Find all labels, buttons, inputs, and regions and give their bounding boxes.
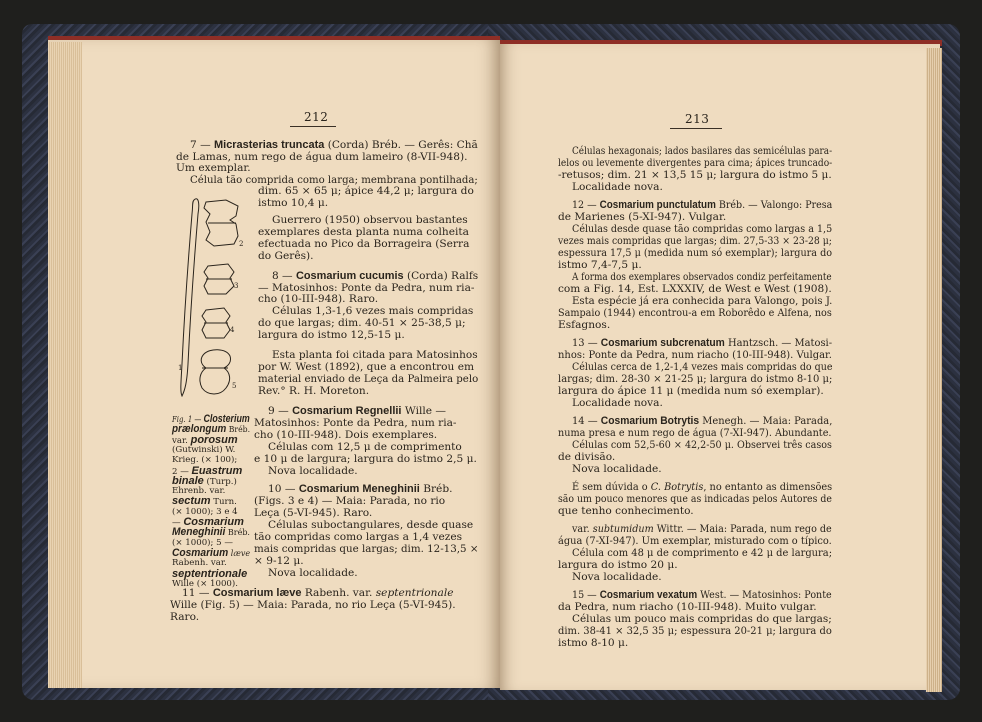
text-run: Nova localidade. [268, 567, 358, 579]
text-run: largura do istmo 12,5-15 μ. [258, 329, 405, 341]
text-run: do Gerês). [258, 250, 314, 262]
text-run: cho (10-III-948). Dois exemplares. [254, 429, 438, 441]
text-run: do que largas; dim. 40-51 × 25-38,5 μ; [258, 317, 466, 329]
text-run: West. — Matosinhos: Ponte [697, 589, 832, 601]
text-run: Bréb. [226, 425, 251, 436]
text-run: vezes mais compridas que largas; dim. 27,5-33 × 23-28 μ; [558, 235, 832, 247]
text-run: 15 — [572, 589, 600, 601]
left-line [258, 386, 369, 398]
text-run: istmo 7,4-7,5 μ. [558, 259, 642, 271]
right-line [572, 182, 663, 194]
text-run: Células suboctangulares, desde quase [268, 519, 474, 531]
text-run: Células com 52,5-60 × 42,2-50 μ. Observei três casos [572, 439, 832, 451]
text-run: Esfagnos. [558, 319, 611, 331]
right-line [572, 572, 662, 584]
closterium-cell-drawing [181, 199, 199, 396]
page-number-rule-right [670, 128, 722, 129]
taxon-name: septentrionale [172, 567, 248, 580]
taxon-name: Cosmarium [172, 546, 229, 559]
right-line [558, 506, 694, 518]
text-run: 14 — [572, 415, 601, 427]
text-run: Célula tão comprida como larga; membrana pontilhada; [190, 174, 478, 186]
italic-text: septentrionale [375, 587, 454, 599]
taxon-name: Cosmarium Regnellii [292, 405, 402, 417]
text-run: Nova localidade. [572, 463, 662, 475]
text-run: lelos ou levemente divergentes para cima; ápices truncado- [558, 157, 833, 169]
text-run: Sampaio (1944) encontrou-a em Roborêdo e Alfena, nos [558, 307, 832, 319]
text-run: istmo 8-10 μ. [558, 637, 629, 649]
text-run: da Pedra, num riacho (10-III-948). Muito vulgar. [558, 601, 817, 613]
text-run: Ehrenb. var. [172, 486, 226, 497]
text-run: (Figs. 3 e 4) — Maia: Parada, no rio [254, 495, 446, 507]
text-run: var. [572, 523, 593, 535]
page-number-left: 212 [304, 110, 329, 124]
right-line [572, 464, 662, 476]
text-run: — Matosinhos: Ponte da Pedra, num ria- [258, 282, 475, 294]
page-stack-left [48, 42, 82, 688]
text-run: Células com 12,5 μ de comprimento [268, 441, 462, 453]
left-line [268, 466, 358, 478]
text-run: com a Fig. 14, Est. LXXXIV, de West e West (1908). [558, 283, 832, 295]
text-run: × 9-12 μ. [254, 555, 304, 567]
text-run: (Turp.) [203, 476, 237, 487]
text-run: 7 — [190, 139, 215, 151]
taxon-name: Closterium [203, 413, 250, 425]
taxon-name: Meneghinii [172, 526, 226, 539]
italic-text: C. Botrytis [650, 481, 704, 493]
taxon-name: Cosmarium Meneghinii [298, 483, 420, 495]
text-run: Guerrero (1950) observou bastantes [272, 214, 468, 226]
text-run: largas; dim. 28-30 × 21-25 μ; largura do istmo 8-10 μ; [558, 373, 833, 385]
algae-figure-plate [168, 192, 244, 412]
taxon-name: porosum [190, 433, 238, 446]
text-run: Célula com 48 μ de comprimento e 42 μ de largura; [572, 547, 833, 559]
figure-label-1: 1 [178, 364, 183, 372]
text-run: e 10 μ de largura; largura do istmo 2,5 μ. [254, 453, 477, 465]
text-run: Um exemplar. [176, 162, 251, 174]
taxon-name: sectum [172, 495, 211, 508]
text-run: nhos: Ponte da Pedra, num riacho (10-III-948). Vulgar. [558, 349, 832, 361]
text-run: mais compridas que largas; dim. 12-13,5 × [254, 543, 479, 555]
text-run: exemplares desta planta numa colheita [258, 226, 469, 238]
text-run: que tenho conhecimento. [558, 505, 694, 517]
text-run: Bréb. [225, 528, 250, 539]
text-run: Bréb. [419, 483, 453, 495]
text-run: Wille (× 1000). [172, 578, 238, 589]
text-run: Matosinhos: Ponte da Pedra, num ria- [254, 417, 457, 429]
italic-text: subtumidum [592, 523, 654, 535]
text-run: espessura 17,5 μ (medida num só exemplar); largura do [558, 247, 833, 259]
text-run: Krieg. (× 100); [172, 455, 238, 466]
text-run: istmo 10,4 μ. [258, 197, 329, 209]
left-line [258, 251, 314, 263]
text-run: — [172, 518, 184, 528]
text-run: (Corda) Bréb. — Gerês: Chã [324, 139, 478, 151]
text-run: 13 — [572, 337, 601, 349]
text-run: Hantzsch. — Matosi- [724, 337, 833, 349]
text-run: de Lamas, num rego de água dum lameiro (8-VII-948). [176, 151, 468, 163]
taxon-name: Micrasterias truncata [214, 139, 325, 151]
text-run: de divisão. [558, 451, 616, 463]
text-run: Raro. [170, 611, 200, 623]
text-run: (Corda) Ralfs [403, 270, 479, 282]
page-number-right: 213 [685, 112, 710, 126]
left-line [170, 600, 456, 612]
taxon-name: prælongum [172, 423, 227, 436]
right-line [558, 638, 628, 650]
text-run: Wille — [401, 405, 446, 417]
left-line [258, 330, 405, 342]
text-run: largura do ápice 11 μ (medida num só exemplar). [558, 385, 824, 397]
right-line [558, 320, 610, 332]
taxon-name: Cosmarium Botrytis [600, 415, 700, 427]
text-run: Células cerca de 1,2-1,4 vezes mais compridas do que [572, 361, 833, 373]
caption-line [172, 445, 235, 455]
text-run: largura do istmo 20 μ. [558, 559, 678, 571]
text-run: 11 — [182, 587, 213, 599]
text-run: por W. West (1892), que a encontrou em [258, 361, 475, 373]
text-run: numa presa e num rego de água (7-XI-947). Abundante. [558, 427, 832, 439]
text-run: É sem dúvida o [572, 481, 651, 493]
page-stack-right [926, 48, 942, 692]
text-run: A forma dos exemplares observados condiz perfeitamente [572, 271, 832, 283]
text-run: cho (10-III-948). Raro. [258, 293, 379, 305]
left-line [170, 612, 199, 624]
text-run: Esta espécie já era conhecida para Valongo, pois J. [572, 295, 833, 307]
text-run: Localidade nova. [572, 181, 663, 193]
text-run: -retusos; dim. 21 × 13,5 15 μ; largura do istmo 5 μ. [558, 169, 832, 181]
text-run: 9 — [268, 405, 293, 417]
text-run: Localidade nova. [572, 397, 663, 409]
text-run: Menegh. — Maia: Parada, [699, 415, 833, 427]
cosmarium-laeve-cell [200, 350, 231, 394]
text-run: (× 1000); 3 e 4 [172, 506, 238, 517]
text-run: , no entanto as dimensões [703, 481, 833, 493]
taxon-name: Cosmarium vexatum [599, 589, 698, 601]
text-run: 10 — [268, 483, 299, 495]
figure-label-3: 3 [234, 282, 239, 290]
caption-line [172, 579, 238, 589]
text-run: Bréb. — Valongo: Presa [715, 199, 833, 211]
text-run: var. [172, 435, 191, 446]
text-run: Rabenh. var. [172, 558, 227, 569]
text-run: Rev.° R. H. Moreton. [258, 385, 370, 397]
text-run: dim. 38-41 × 32,5 35 μ; espessura 20-21 μ; largura do [558, 625, 832, 637]
italic-text: Fig. 1 — [172, 415, 204, 425]
page-number-rule-left [290, 126, 336, 127]
text-run: de Marienes (5-XI-947). Vulgar. [558, 211, 727, 223]
italic-text: læve [228, 548, 251, 559]
text-run: efectuada no Pico da Borrageira (Serra [258, 238, 470, 250]
text-run: 2 — [172, 466, 192, 477]
taxon-name: Cosmarium læve [212, 587, 302, 599]
taxon-name: Cosmarium subcrenatum [600, 337, 725, 349]
text-run: tão compridas como largas a 1,4 vezes [254, 531, 463, 543]
text-run: Leça (5-VI-945). Raro. [254, 507, 373, 519]
figure-label-5: 5 [232, 382, 237, 390]
text-run: são um pouco menores que as indicadas pelos Autores de [558, 493, 832, 505]
text-run: material enviado de Leça da Palmeira pelo [258, 373, 479, 385]
taxon-name: binale [172, 474, 204, 487]
figure-label-4: 4 [230, 326, 235, 334]
text-run: Células um pouco mais compridas do que largas; [572, 613, 832, 625]
text-run: 8 — [272, 270, 296, 282]
text-run: (Gutwinski) W. [172, 444, 236, 455]
taxon-name: Cosmarium punctulatum [599, 199, 716, 211]
figure-label-2: 2 [239, 240, 244, 248]
text-run: Wille (Fig. 5) — Maia: Parada, no rio Leça (5-VI-945). [170, 599, 456, 611]
text-run: (× 1000); 5 — [172, 537, 233, 548]
text-run: Wittr. — Maia: Parada, num rego de [653, 523, 832, 535]
text-run: Nova localidade. [572, 571, 662, 583]
text-run: Nova localidade. [268, 465, 358, 477]
text-run: Esta planta foi citada para Matosinhos [272, 349, 478, 361]
text-run: Rabenh. var. [301, 587, 376, 599]
text-run: Células hexagonais; lados basilares das semicélulas para- [572, 145, 833, 157]
text-run: água (7-XI-947). Um exemplar, misturado com o típico. [558, 535, 832, 547]
text-run: dim. 65 × 65 μ; ápice 44,2 μ; largura do [258, 185, 474, 197]
taxon-name: Euastrum [191, 464, 243, 477]
right-line [572, 398, 663, 410]
text-run: Células desde quase tão compridas como largas a 1,5 [572, 223, 833, 235]
text-run: Células 1,3-1,6 vezes mais compridas [272, 305, 474, 317]
taxon-name: Cosmarium [183, 516, 244, 528]
left-line [258, 198, 328, 210]
taxon-name: Cosmarium cucumis [295, 270, 404, 282]
left-line [268, 568, 358, 580]
text-run: Turn. [210, 497, 237, 508]
text-run: 12 — [572, 199, 600, 211]
